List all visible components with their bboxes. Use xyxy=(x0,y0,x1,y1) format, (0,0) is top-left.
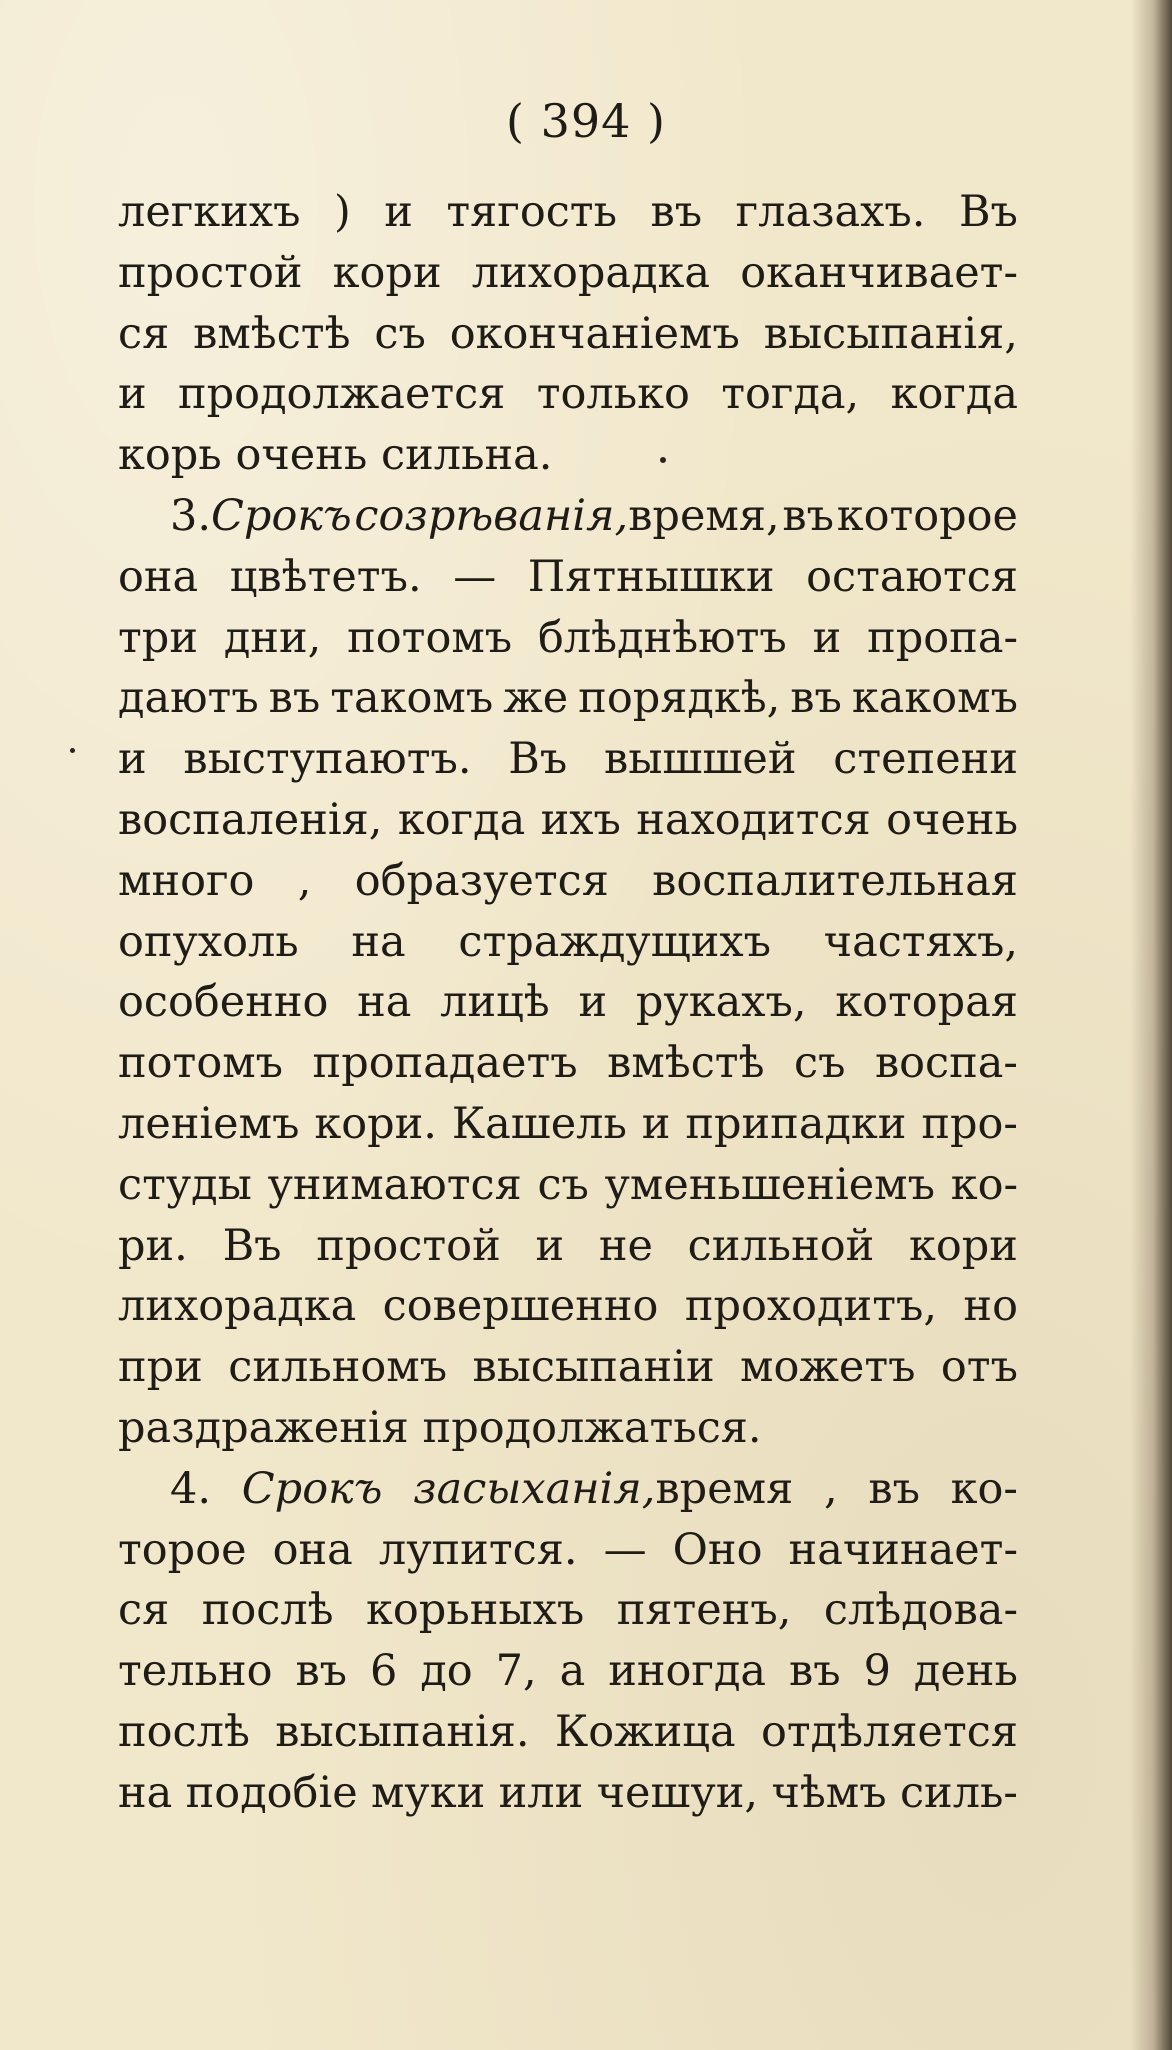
word: и xyxy=(535,1220,565,1271)
word: только xyxy=(536,369,690,420)
word: отдѣляется xyxy=(760,1706,1018,1757)
word: Оно xyxy=(672,1524,763,1575)
word: пропадаетъ xyxy=(312,1038,578,1089)
binding-shadow xyxy=(1130,0,1172,2050)
word: корь xyxy=(118,430,222,481)
word: глазахъ. xyxy=(735,187,926,237)
word: съ xyxy=(794,1038,846,1089)
word: Въ xyxy=(508,734,568,785)
word: лицѣ xyxy=(440,977,550,1028)
word: въ xyxy=(789,1646,841,1697)
word: оканчивает- xyxy=(740,247,1018,298)
text-line xyxy=(118,364,1018,425)
word: пятенъ, xyxy=(616,1585,792,1636)
word: легкихъ xyxy=(118,187,301,237)
word: ихъ xyxy=(540,794,621,845)
word: ко- xyxy=(950,1159,1018,1210)
text-line xyxy=(118,1459,1018,1520)
word: образуется xyxy=(354,855,609,906)
page-number: ( 394 ) xyxy=(506,94,666,148)
word: окончанiемъ xyxy=(449,308,740,359)
text-line xyxy=(118,1276,1018,1337)
text-line xyxy=(118,243,1018,304)
word: засыханiя,время xyxy=(413,1463,794,1514)
text-line xyxy=(118,1216,1018,1277)
word: припадки xyxy=(685,1098,907,1149)
word: 9 xyxy=(863,1646,891,1697)
text-line xyxy=(118,912,1018,973)
word: Кашель xyxy=(451,1098,627,1149)
word: и xyxy=(118,369,147,420)
word: и xyxy=(118,734,147,785)
text-line xyxy=(118,1033,1018,1094)
word: про- xyxy=(921,1098,1018,1149)
ink-speck xyxy=(660,457,666,463)
text-line xyxy=(118,972,1018,1033)
word: 3.Срокъ xyxy=(170,490,352,541)
word: раздраженiя xyxy=(118,1402,409,1453)
word: которое xyxy=(836,490,1018,541)
text-line xyxy=(118,668,1018,729)
word: чѣмъ xyxy=(771,1767,887,1818)
word: кори. xyxy=(314,1098,437,1149)
word: проходитъ, xyxy=(684,1281,938,1332)
word: въ xyxy=(782,490,834,541)
word: вмѣстѣ xyxy=(607,1038,765,1089)
word: воспа- xyxy=(874,1038,1018,1089)
ink-speck xyxy=(70,748,75,753)
word: подобiе xyxy=(185,1767,358,1818)
word: чешуи, xyxy=(596,1767,759,1818)
word: же xyxy=(503,673,569,724)
word: ленiемъ xyxy=(118,1098,300,1149)
word: три xyxy=(118,612,198,663)
word: послѣ xyxy=(118,1706,250,1757)
word: 7, xyxy=(495,1646,537,1697)
text-line xyxy=(118,1094,1018,1155)
word: простой xyxy=(316,1220,501,1271)
word: продолжается xyxy=(178,369,506,420)
word: торое xyxy=(118,1524,247,1575)
word: рукахъ, xyxy=(635,977,807,1028)
text-line xyxy=(118,608,1018,669)
word: 4. xyxy=(170,1463,212,1514)
word: много xyxy=(118,855,255,906)
text-line xyxy=(118,304,1018,365)
word: — xyxy=(453,551,497,602)
text-line xyxy=(118,1763,1018,1824)
word: тельно xyxy=(118,1646,273,1697)
word: которая xyxy=(835,977,1018,1028)
word: а xyxy=(559,1646,586,1697)
word: сильномъ xyxy=(228,1342,448,1393)
word: такомъ xyxy=(330,673,494,724)
word: корьныхъ xyxy=(366,1585,585,1636)
word: ся xyxy=(118,308,170,359)
word: когда xyxy=(890,369,1018,420)
word: цвѣтетъ. xyxy=(229,551,422,602)
text-line xyxy=(118,729,1018,790)
word: до xyxy=(420,1646,473,1697)
word: находится xyxy=(636,794,871,845)
word: ) xyxy=(333,187,351,237)
word: ри. xyxy=(118,1220,188,1271)
word: при xyxy=(118,1342,203,1393)
word: даютъ xyxy=(118,673,259,724)
word: страждущихъ xyxy=(458,916,771,967)
word: тогда, xyxy=(721,369,860,420)
word: созрѣванiя,время, xyxy=(354,490,780,541)
word: день xyxy=(913,1646,1018,1697)
word: вмѣстѣ xyxy=(193,308,351,359)
word: кори xyxy=(909,1220,1018,1271)
word: тягость xyxy=(446,187,618,237)
word: и xyxy=(641,1098,671,1149)
word: на xyxy=(357,977,412,1028)
word: воспаленiя, xyxy=(118,794,383,845)
word: когда xyxy=(397,794,526,845)
word: Въ xyxy=(958,187,1018,237)
word: и xyxy=(578,977,608,1028)
text-line xyxy=(118,1337,1018,1398)
word: въ xyxy=(650,187,703,237)
word: лупится. xyxy=(378,1524,578,1575)
word: не xyxy=(598,1220,653,1271)
word: но xyxy=(963,1281,1018,1332)
text-line xyxy=(118,1155,1018,1216)
word: высыпанiя, xyxy=(763,308,1018,359)
word: ся xyxy=(118,1585,170,1636)
word: лихорадка xyxy=(471,247,711,298)
word: пропа- xyxy=(867,612,1018,663)
word: потомъ xyxy=(118,1038,284,1089)
word: Въ xyxy=(222,1220,282,1271)
word: кори xyxy=(332,247,442,298)
word: совершенно xyxy=(382,1281,659,1332)
word: Срокъ xyxy=(241,1463,383,1514)
text-line xyxy=(118,1641,1018,1702)
word: и xyxy=(384,187,413,237)
word: съ xyxy=(537,1159,589,1210)
word: остаются xyxy=(806,551,1018,602)
word: , xyxy=(297,855,312,906)
word: ко- xyxy=(950,1463,1018,1514)
word: продолжаться. xyxy=(422,1402,762,1453)
word: послѣ xyxy=(201,1585,334,1636)
word: слѣдова- xyxy=(823,1585,1018,1636)
word: Кожица xyxy=(554,1706,736,1757)
word: и xyxy=(812,612,842,663)
word: вышшей xyxy=(604,734,797,785)
word: порядкѣ, xyxy=(578,673,781,724)
word: особенно xyxy=(118,977,329,1028)
word: выступаютъ. xyxy=(183,734,472,785)
word: Пятнышки xyxy=(527,551,775,602)
word: она xyxy=(118,551,199,602)
word: она xyxy=(272,1524,353,1575)
word: отъ xyxy=(940,1342,1018,1393)
text-line xyxy=(118,1520,1018,1581)
word: блѣднѣютъ xyxy=(537,612,787,663)
word: , xyxy=(823,1463,838,1514)
word: дни, xyxy=(223,612,322,663)
word: очень xyxy=(235,430,368,481)
word: сильной xyxy=(687,1220,875,1271)
word: въ xyxy=(868,1463,920,1514)
text-line xyxy=(118,1398,1018,1459)
word: степени xyxy=(833,734,1018,785)
word: муки xyxy=(370,1767,486,1818)
word: сильна. xyxy=(381,430,553,481)
text-line xyxy=(118,790,1018,851)
word: на xyxy=(351,916,406,967)
text-line xyxy=(118,851,1018,912)
word: уменьшенiемъ xyxy=(604,1159,935,1210)
text-line xyxy=(118,182,1018,243)
text-line xyxy=(118,1580,1018,1641)
word: очень xyxy=(886,794,1018,845)
text-line xyxy=(118,425,1018,486)
word: 6 xyxy=(370,1646,398,1697)
word: въ xyxy=(268,673,321,724)
word: воспалительная xyxy=(652,855,1018,906)
text-line xyxy=(118,486,1018,547)
word: иногда xyxy=(608,1646,767,1697)
word: въ xyxy=(790,673,842,724)
word: потомъ xyxy=(347,612,513,663)
word: въ xyxy=(295,1646,348,1697)
word: — xyxy=(603,1524,647,1575)
word: силь- xyxy=(899,1767,1018,1818)
word: начинает- xyxy=(788,1524,1018,1575)
word: высыпанiя. xyxy=(275,1706,530,1757)
word: на xyxy=(118,1767,173,1818)
word: какомъ xyxy=(851,673,1018,724)
text-line xyxy=(118,1702,1018,1763)
text-line xyxy=(118,547,1018,608)
word: частяхъ, xyxy=(823,916,1018,967)
word: лихорадка xyxy=(118,1281,357,1332)
word: унимаются xyxy=(267,1159,522,1210)
word: простой xyxy=(118,247,303,298)
word: или xyxy=(498,1767,584,1818)
body-text xyxy=(118,182,1018,1824)
word: можетъ xyxy=(740,1342,916,1393)
word: студы xyxy=(118,1159,252,1210)
word: высыпанiи xyxy=(472,1342,715,1393)
word: опухоль xyxy=(118,916,299,967)
word: съ xyxy=(374,308,426,359)
